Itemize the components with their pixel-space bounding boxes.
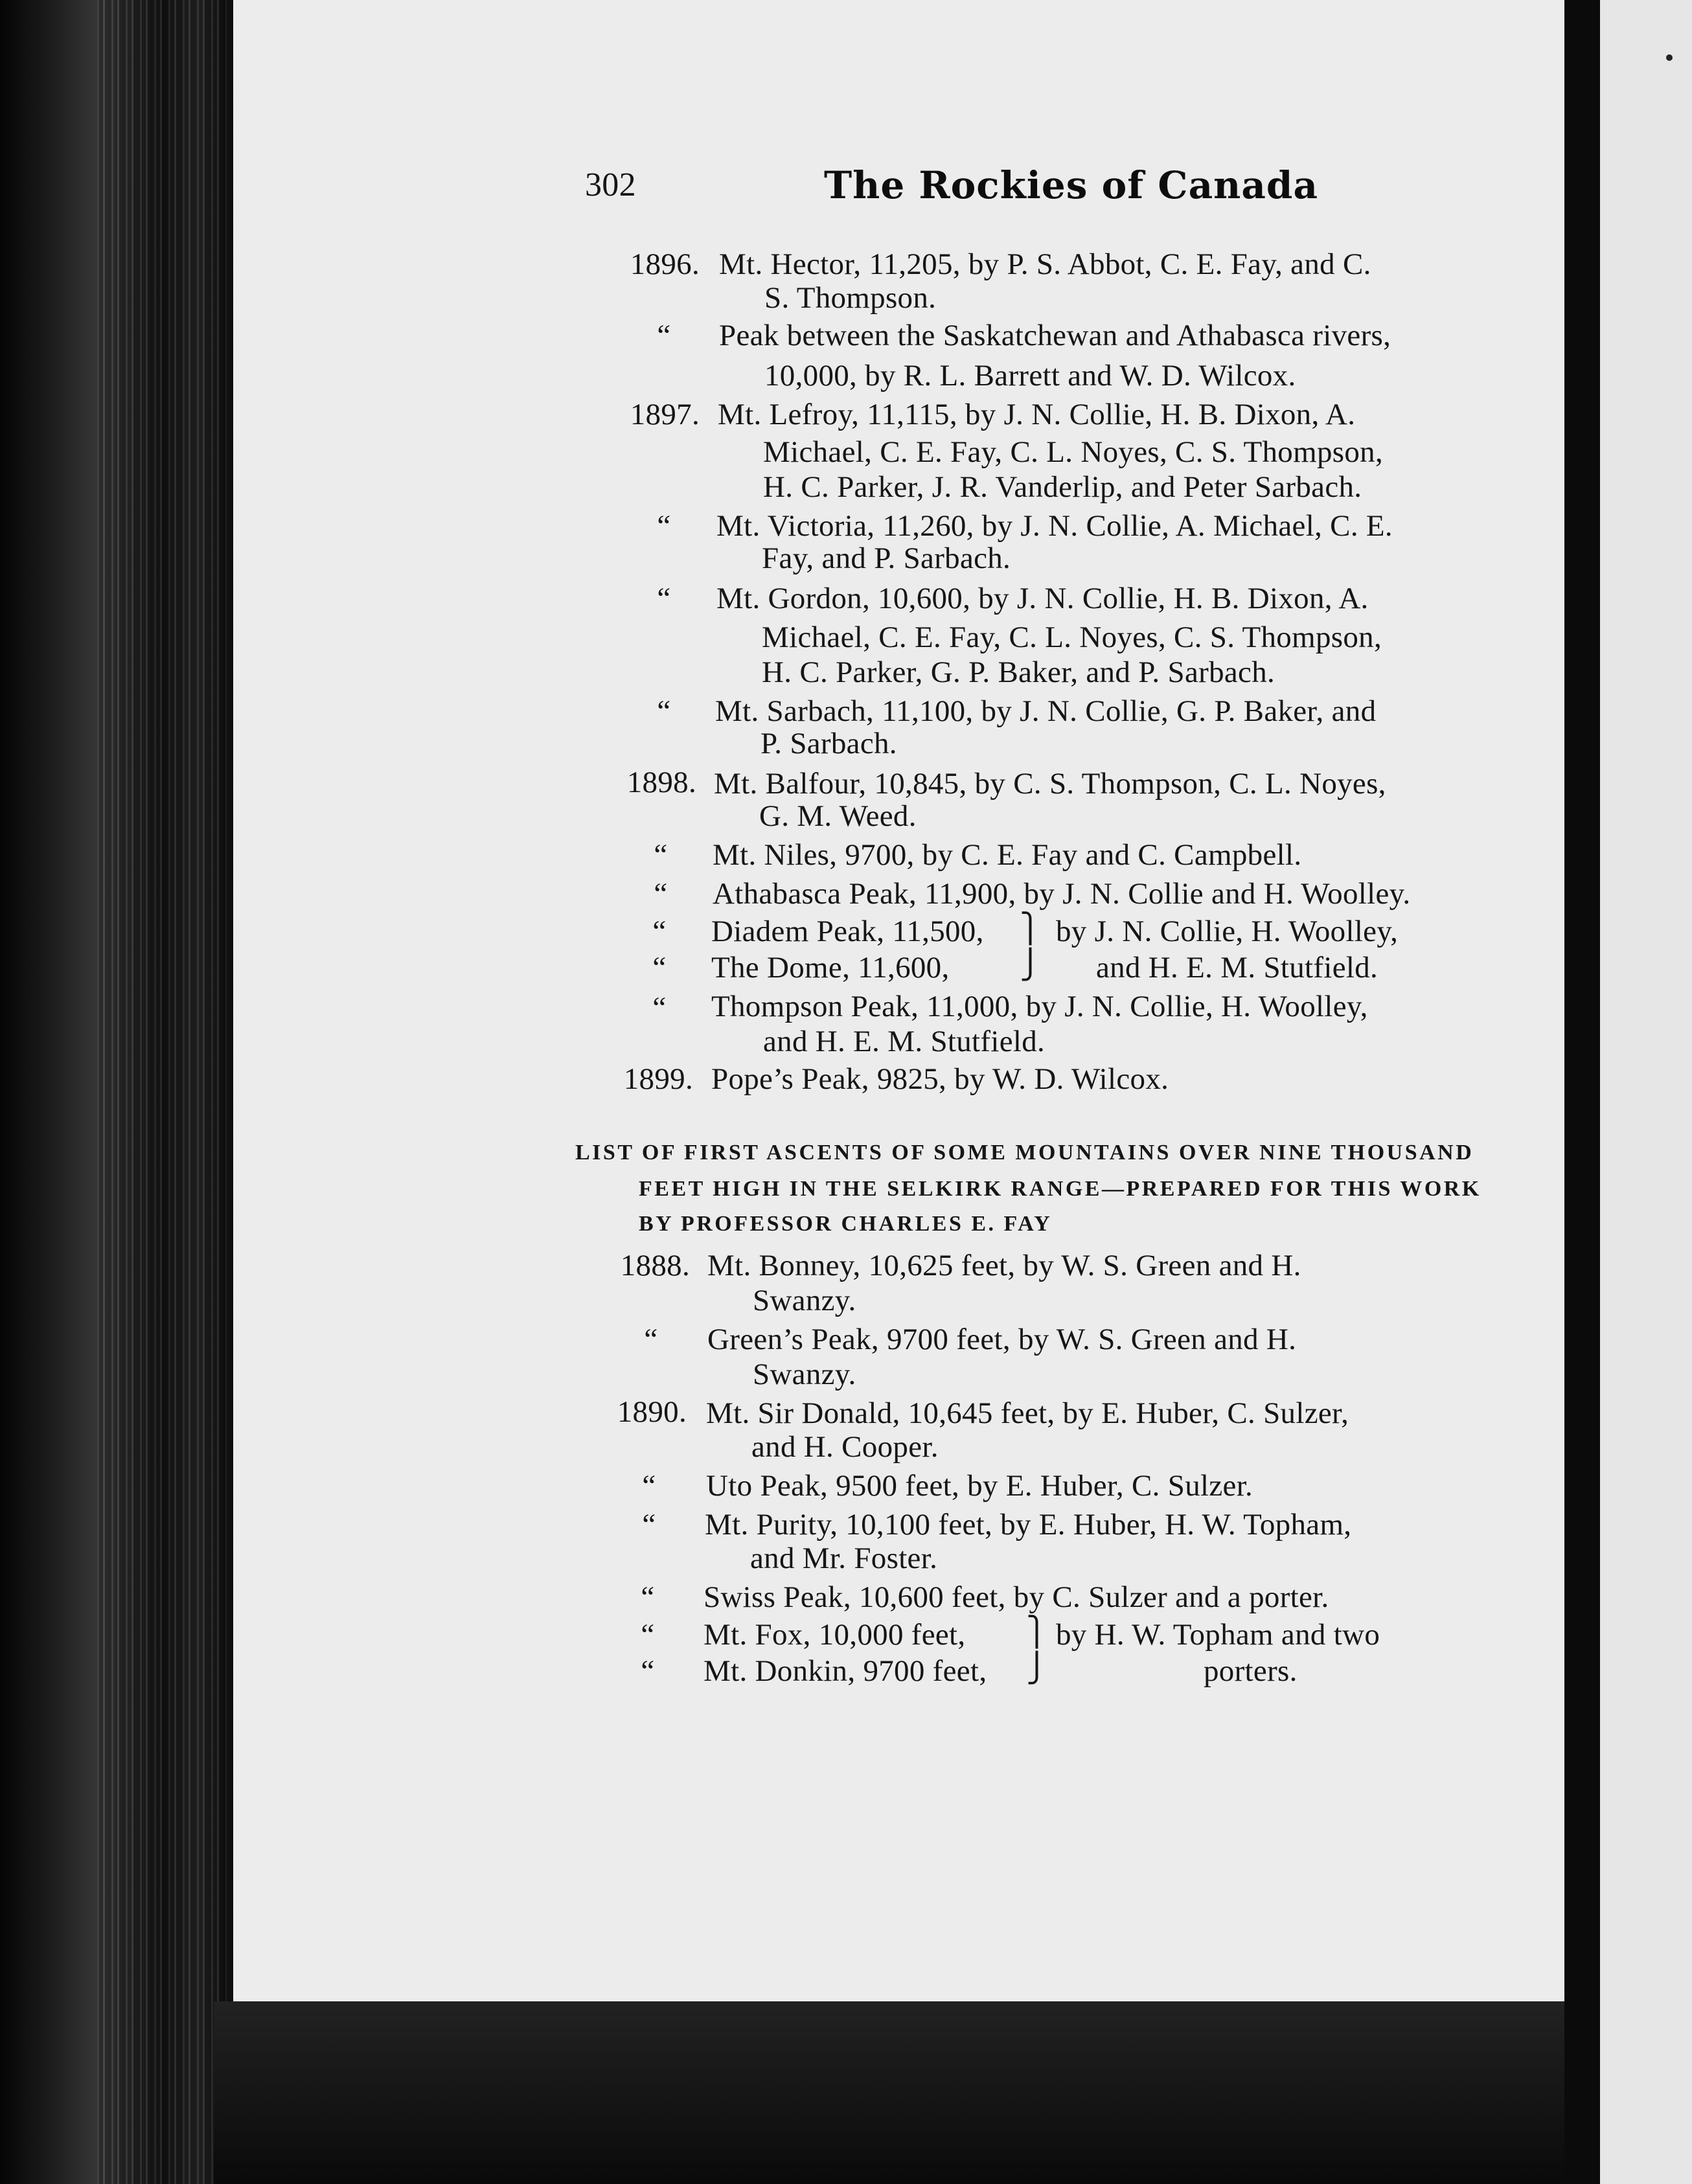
entry-text: S. Thompson. xyxy=(764,281,937,315)
entry-text: Michael, C. E. Fay, C. L. Noyes, C. S. Thompson, xyxy=(762,620,1382,654)
entry-text: Pope’s Peak, 9825, by W. D. Wilcox. xyxy=(711,1062,1169,1096)
entry-year: 1888. xyxy=(620,1249,690,1282)
section-heading: FEET HIGH IN THE SELKIRK RANGE—PREPARED FOR THIS WORK xyxy=(639,1177,1481,1201)
entry-year: 1899. xyxy=(623,1062,693,1096)
entry-text: Peak between the Saskatchewan and Athabasca rivers, xyxy=(719,319,1391,352)
ditto-mark: “ xyxy=(657,319,671,352)
entry-text: Athabasca Peak, 11,900, by J. N. Collie and H. Woolley. xyxy=(713,877,1411,911)
entry-text: Mt. Lefroy, 11,115, by J. N. Collie, H. B. Dixon, A. xyxy=(718,398,1356,431)
entry-text: Mt. Purity, 10,100 feet, by E. Huber, H. W. Topham, xyxy=(705,1508,1352,1541)
entry-text: Mt. Victoria, 11,260, by J. N. Collie, A. Michael, C. E. xyxy=(716,509,1393,543)
ditto-mark: “ xyxy=(657,694,671,728)
entry-text: Mt. Fox, 10,000 feet, xyxy=(703,1618,966,1652)
entry-text: and H. Cooper. xyxy=(751,1430,939,1464)
entry-text: Mt. Sir Donald, 10,645 feet, by E. Huber, C. Sulzer, xyxy=(706,1396,1349,1430)
entry-text: Uto Peak, 9500 feet, by E. Huber, C. Sulzer. xyxy=(706,1469,1253,1503)
entry-text: Green’s Peak, 9700 feet, by W. S. Green and H. xyxy=(707,1323,1297,1356)
entry-text: Michael, C. E. Fay, C. L. Noyes, C. S. Thompson, xyxy=(763,435,1383,469)
entry-text: Swiss Peak, 10,600 feet, by C. Sulzer and a porter. xyxy=(703,1580,1329,1614)
entry-text: Fay, and P. Sarbach. xyxy=(762,541,1011,575)
entry-text: Mt. Hector, 11,205, by P. S. Abbot, C. E. Fay, and C. xyxy=(719,247,1371,281)
entry-text: and H. E. M. Stutfield. xyxy=(763,1025,1046,1058)
entry-text: H. C. Parker, J. R. Vanderlip, and Peter Sarbach. xyxy=(763,470,1362,504)
entry-text: and Mr. Foster. xyxy=(750,1541,938,1575)
entry-text: Thompson Peak, 11,000, by J. N. Collie, H. Woolley, xyxy=(711,990,1368,1023)
entry-text: Mt. Bonney, 10,625 feet, by W. S. Green and H. xyxy=(707,1249,1301,1282)
ditto-mark: “ xyxy=(657,509,671,543)
running-head: The Rockies of Canada xyxy=(824,163,1319,207)
ditto-mark: “ xyxy=(641,1618,655,1652)
entry-text: Swanzy. xyxy=(753,1284,856,1317)
ditto-mark: “ xyxy=(654,877,668,911)
shared-credit: by H. W. Topham and two xyxy=(1056,1618,1380,1652)
ditto-mark: “ xyxy=(652,915,667,948)
entry-text: Mt. Sarbach, 11,100, by J. N. Collie, G. P. Baker, and xyxy=(715,694,1377,728)
brace-top: ⎫ xyxy=(1026,1615,1047,1648)
shared-credit: porters. xyxy=(1204,1654,1298,1688)
entry-year: 1890. xyxy=(617,1395,687,1429)
entry-text: Mt. Donkin, 9700 feet, xyxy=(703,1654,987,1688)
entry-text: Swanzy. xyxy=(753,1358,856,1391)
entry-text: The Dome, 11,600, xyxy=(711,951,950,984)
ditto-mark: “ xyxy=(642,1469,656,1503)
ditto-mark: “ xyxy=(652,951,667,984)
ditto-mark: “ xyxy=(644,1323,658,1356)
ditto-mark: “ xyxy=(642,1508,656,1541)
entry-text: G. M. Weed. xyxy=(759,799,917,833)
brace-bottom: ⎭ xyxy=(1026,1652,1047,1685)
entry-text: P. Sarbach. xyxy=(760,727,897,760)
entry-text: Diadem Peak, 11,500, xyxy=(711,915,984,948)
ditto-mark: “ xyxy=(641,1580,655,1614)
entry-text: Mt. Niles, 9700, by C. E. Fay and C. Campbell. xyxy=(713,838,1302,872)
entry-text: H. C. Parker, G. P. Baker, and P. Sarbach. xyxy=(762,655,1275,689)
page-number: 302 xyxy=(585,166,636,203)
entry-text: 10,000, by R. L. Barrett and W. D. Wilcox. xyxy=(764,359,1296,392)
shared-credit: and H. E. M. Stutfield. xyxy=(1096,951,1378,984)
entry-text: Mt. Gordon, 10,600, by J. N. Collie, H. B. Dixon, A. xyxy=(716,582,1369,615)
ditto-mark: “ xyxy=(641,1654,655,1688)
brace-top: ⎫ xyxy=(1020,912,1041,945)
ditto-mark: “ xyxy=(652,991,667,1025)
entry-year: 1896. xyxy=(630,247,700,281)
brace-bottom: ⎭ xyxy=(1020,948,1041,981)
entry-year: 1898. xyxy=(626,766,696,799)
ditto-mark: “ xyxy=(657,582,671,615)
entry-year: 1897. xyxy=(630,398,700,431)
entry-text: Mt. Balfour, 10,845, by C. S. Thompson, C. L. Noyes, xyxy=(714,767,1386,801)
section-heading: LIST OF FIRST ASCENTS OF SOME MOUNTAINS OVER NINE THOUSAND xyxy=(575,1141,1474,1165)
shared-credit: by J. N. Collie, H. Woolley, xyxy=(1056,915,1399,948)
section-heading: BY PROFESSOR CHARLES E. FAY xyxy=(639,1212,1053,1236)
ditto-mark: “ xyxy=(654,838,668,872)
